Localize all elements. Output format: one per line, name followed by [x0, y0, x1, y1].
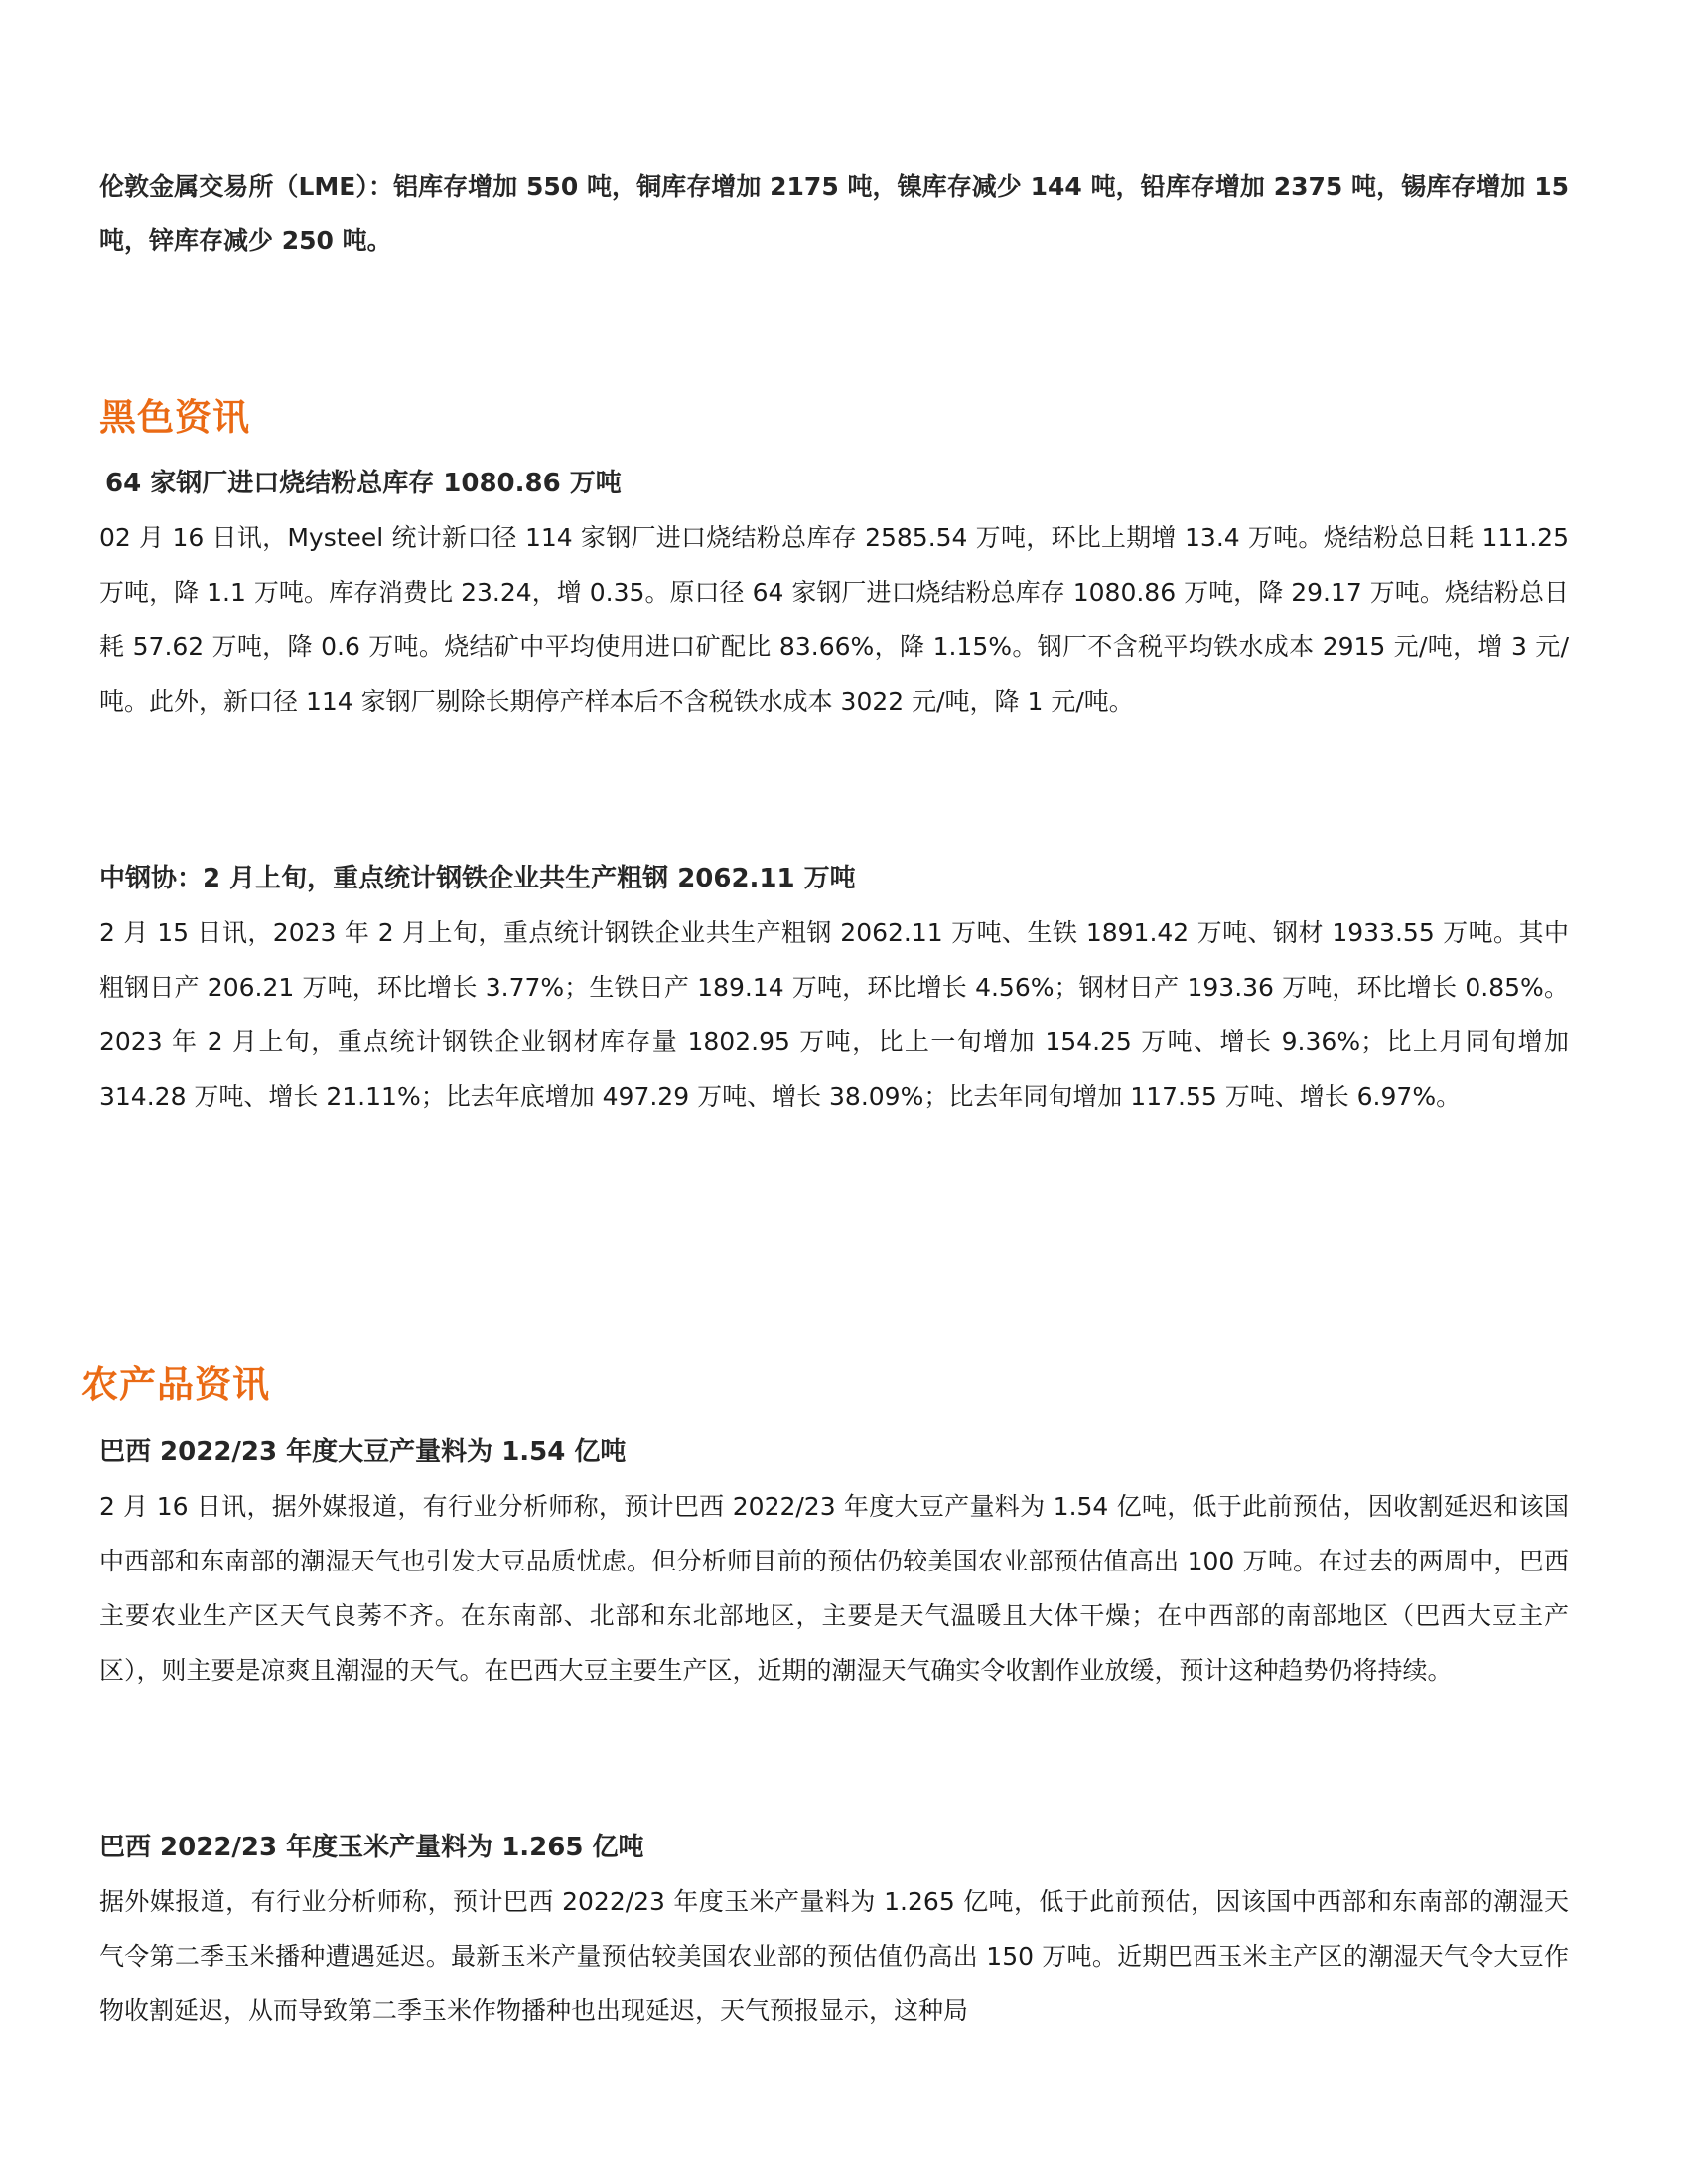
article-body-text: 02 月 16 日讯，Mysteel 统计新口径 114 家钢厂进口烧结粉总库存 2585.54 万吨，环比上期增 13.4 万吨。烧结粉总日耗 111.25 万吨，降 1.1 万吨。库存消费比 23.24，增 0.35。原口径 64 家钢厂进口烧结粉总库存 1080.86 万吨，降 29.17 万吨。烧结粉总日耗 57.62 万吨，降 0.6 万吨。烧结矿中平均使用进口矿配比 83.66%，降 1.15%。钢厂不含税平均铁水成本 2915 元/吨，增 3 元/吨。此外，新口径 114 家钢厂剔除长期停产样本后不含税铁水成本 3022 元/吨，降 1 元/吨。 — [99, 523, 1569, 716]
article-title-brazil-soybean: 巴西 2022/23 年度大豆产量料为 1.54 亿吨 — [99, 1437, 627, 1467]
article-body-text: 2 月 15 日讯，2023 年 2 月上旬，重点统计钢铁企业共生产粗钢 2062.11 万吨、生铁 1891.42 万吨、钢材 1933.55 万吨。其中粗钢日产 206.21 万吨，环比增长 3.77%；生铁日产 189.14 万吨，环比增长 4.56%；钢材日产 193.36 万吨，环比增长 0.85%。2023 年 2 月上旬，重点统计钢铁企业钢材库存量 1802.95 万吨，比上一旬增加 154.25 万吨、增长 9.36%；比上月同旬增加 314.28 万吨、增长 21.11%；比去年底增加 497.29 万吨、增长 38.09%；比去年同旬增加 117.55 万吨、增长 6.97%。 — [99, 918, 1569, 1111]
article-body-brazil-soybean — [99, 1479, 1569, 1698]
ferrous-section-title: 黑色资讯 — [99, 396, 250, 439]
article-body-crude-steel — [99, 905, 1569, 1124]
article-title-brazil-corn: 巴西 2022/23 年度玉米产量料为 1.265 亿吨 — [99, 1833, 644, 1862]
article-title-crude-steel: 中钢协：2 月上旬，重点统计钢铁企业共生产粗钢 2062.11 万吨 — [99, 864, 856, 893]
lme-inventory-text: 伦敦金属交易所（LME）：铝库存增加 550 吨，铜库存增加 2175 吨，镍库存减少 144 吨，铅库存增加 2375 吨，锡库存增加 15 吨，锌库存减少 250 吨。 — [99, 172, 1569, 255]
article-body-sinter-inventory — [99, 510, 1569, 729]
article-title-sinter-inventory: 64 家钢厂进口烧结粉总库存 1080.86 万吨 — [105, 469, 622, 498]
article-body-text: 2 月 16 日讯，据外媒报道，有行业分析师称，预计巴西 2022/23 年度大豆产量料为 1.54 亿吨，低于此前预估，因收割延迟和该国中西部和东南部的潮湿天气也引发大豆品质忧虑。但分析师目前的预估仍较美国农业部预估值高出 100 万吨。在过去的两周中，巴西主要农业生产区天气良莠不齐。在东南部、北部和东北部地区，主要是天气温暖且大体干燥；在中西部的南部地区（巴西大豆主产区），则主要是凉爽且潮湿的天气。在巴西大豆主要生产区，近期的潮湿天气确实令收割作业放缓，预计这种趋势仍将持续。 — [99, 1492, 1569, 1685]
lme-inventory-paragraph — [99, 159, 1569, 268]
agri-section-title: 农产品资讯 — [81, 1363, 270, 1406]
article-body-brazil-corn — [99, 1874, 1569, 2038]
article-body-text: 据外媒报道，有行业分析师称，预计巴西 2022/23 年度玉米产量料为 1.265 亿吨，低于此前预估，因该国中西部和东南部的潮湿天气令第二季玉米播种遭遇延迟。最新玉米产量预估较美国农业部的预估值仍高出 150 万吨。近期巴西玉米主产区的潮湿天气令大豆作物收割延迟，从而导致第二季玉米作物播种也出现延迟，天气预报显示，这种局 — [99, 1887, 1569, 2025]
